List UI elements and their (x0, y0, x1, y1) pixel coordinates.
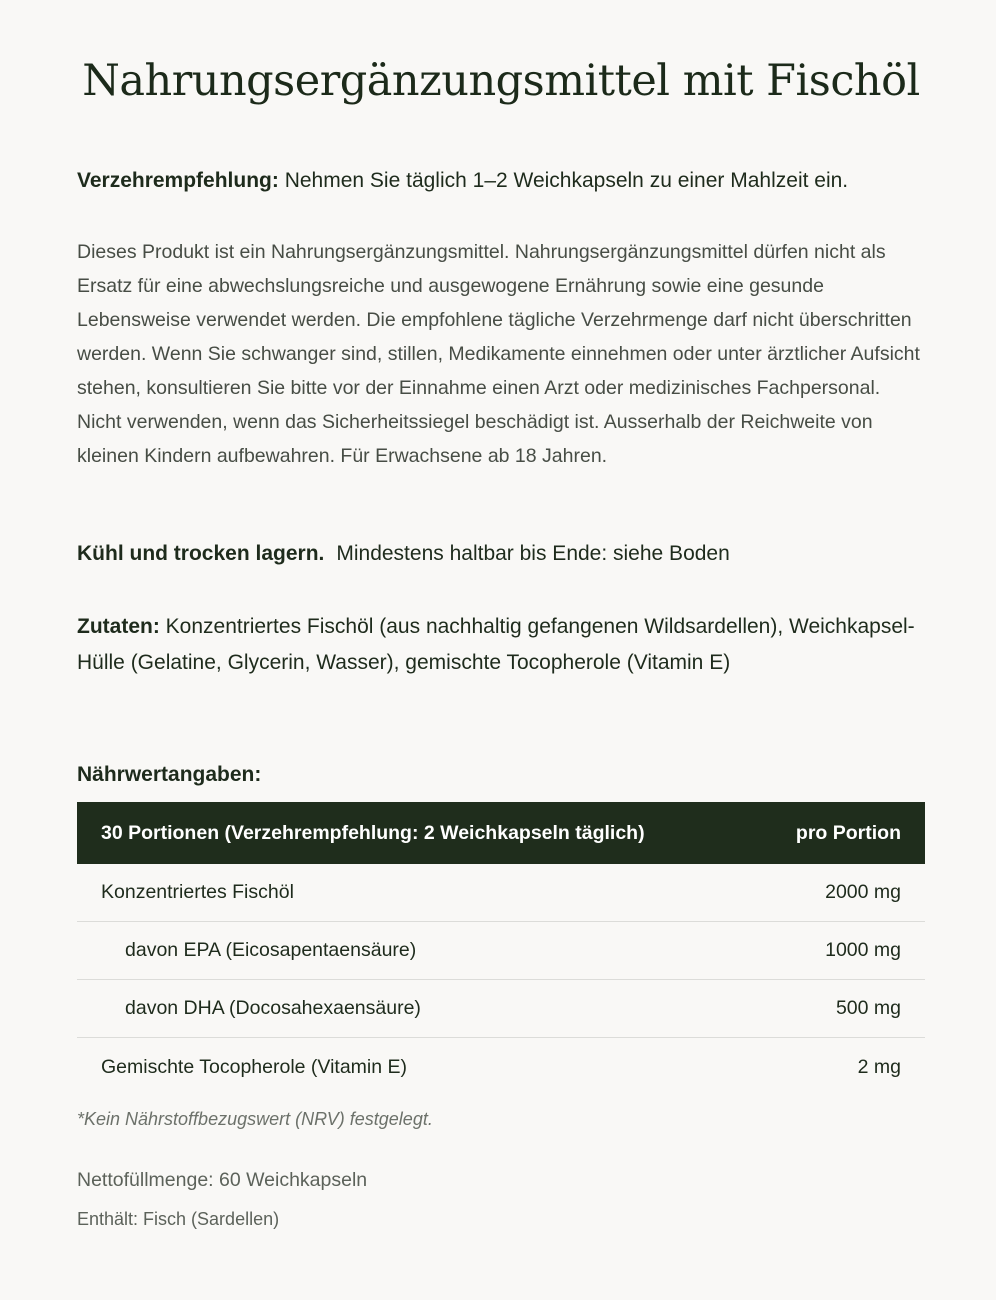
table-row (77, 1038, 925, 1096)
nutrient-value: 500 mg (835, 997, 901, 1019)
nrv-footnote: *Kein Nährstoffbezugswert (NRV) festgelegt. (77, 1109, 433, 1129)
usage-label: Verzehrempfehlung: (77, 169, 279, 192)
storage-label: Kühl und trocken lagern. (77, 542, 325, 565)
ingredients-text: Konzentriertes Fischöl (aus nachhaltig gefangenen Wildsardellen), Weichkapsel-Hülle (Gelatine, Glycerin, Wasser), gemischte Tocopherole (Vitamin E) (77, 615, 915, 674)
net-content: Nettofüllmenge: 60 Weichkapseln (77, 1169, 368, 1191)
table-row (77, 980, 925, 1038)
nutrient-value: 2 mg (857, 1055, 901, 1078)
nutrient-name: davon EPA (Eicosapentaensäure) (125, 939, 417, 961)
page-title: Nahrungsergänzungsmittel mit Fischöl (82, 56, 920, 106)
nutrition-heading: Nährwertangaben: (77, 763, 262, 786)
best-before-text: Mindestens haltbar bis Ende: siehe Boden (336, 542, 730, 565)
ingredients (77, 609, 925, 681)
servings-header: 30 Portionen (Verzehrempfehlung: 2 Weichkapseln täglich) (101, 821, 645, 844)
nutrient-name: Gemischte Tocopherole (Vitamin E) (101, 1055, 408, 1078)
ingredients-label: Zutaten: (77, 615, 160, 638)
nutrient-name: davon DHA (Docosahexaensäure) (125, 997, 421, 1019)
table-row (77, 922, 925, 980)
usage-text: Nehmen Sie täglich 1–2 Weichkapseln zu einer Mahlzeit ein. (278, 169, 849, 192)
usage-recommendation (77, 166, 925, 196)
nutrient-value: 2000 mg (825, 881, 901, 903)
nutrition-table-header (77, 802, 925, 864)
storage-info (77, 538, 925, 570)
allergen-info: Enthält: Fisch (Sardellen) (77, 1209, 280, 1229)
disclaimer-text: Dieses Produkt ist ein Nahrungsergänzungsmittel. Nahrungsergänzungsmittel dürfen nicht als Ersatz für eine abwechslungsreiche und ausgewogene Ernährung sowie eine gesunde Lebensweise verwendet werden. Die empfohlene tägliche Verzehrmenge darf nicht überschritten werden. Wenn Sie schwanger sind, stillen, Medikamente einnehmen oder unter ärztlicher Aufsicht stehen, konsultieren Sie bitte vor der Einnahme einen Arzt oder medizinisches Fachpersonal. Nicht verwenden, wenn das Sicherheitssiegel beschädigt ist. Ausserhalb der Reichweite von kleinen Kindern aufbewahren. Für Erwachsene ab 18 Jahren. (77, 241, 920, 467)
nutrition-table (77, 802, 925, 1096)
table-row (77, 864, 925, 922)
per-portion-header: pro Portion (795, 821, 901, 844)
nutrient-name: Konzentriertes Fischöl (101, 881, 294, 903)
nutrient-value: 1000 mg (825, 939, 901, 961)
